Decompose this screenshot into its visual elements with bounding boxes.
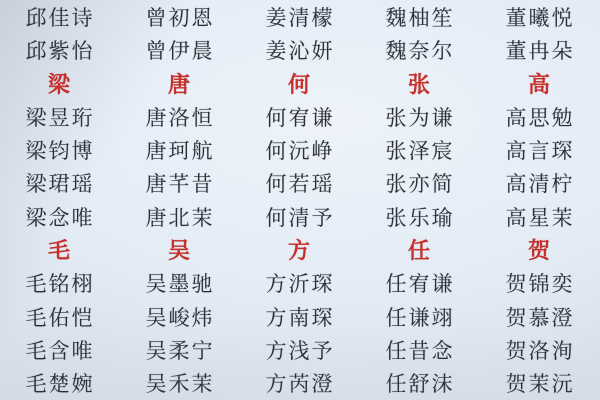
surname-header: 方 [287, 238, 312, 264]
name-entry: 何沅峥 [265, 138, 335, 163]
name-entry: 曾初恩 [145, 5, 215, 30]
name-entry: 董曦悦 [505, 5, 575, 30]
surname-header: 梁 [47, 71, 72, 97]
name-entry: 唐珂航 [145, 138, 215, 163]
name-entry: 任舒沫 [385, 372, 455, 397]
name-entry: 何宥谦 [265, 105, 335, 130]
name-column-3 [240, 0, 360, 400]
name-entry: 梁念唯 [25, 205, 95, 230]
name-column-4 [360, 0, 480, 400]
name-entry: 张为谦 [385, 105, 455, 130]
name-entry: 邱佳诗 [25, 5, 95, 30]
name-entry: 贺茉沅 [505, 372, 575, 397]
name-column-1 [0, 0, 120, 400]
name-entry: 何清予 [265, 205, 335, 230]
name-column-2 [120, 0, 240, 400]
name-entry: 任谦翊 [385, 305, 455, 330]
name-entry: 高清柠 [505, 172, 575, 197]
name-entry: 何若瑶 [265, 172, 335, 197]
name-entry: 毛佑恺 [25, 305, 95, 330]
name-entry: 张亦简 [385, 172, 455, 197]
name-entry: 方南琛 [265, 305, 335, 330]
name-entry: 邱紫怡 [25, 38, 95, 63]
name-entry: 吴禾茉 [145, 372, 215, 397]
name-entry: 梁钧博 [25, 138, 95, 163]
name-entry: 唐北茉 [145, 205, 215, 230]
name-entry: 唐洛恒 [145, 105, 215, 130]
name-entry: 张泽宸 [385, 138, 455, 163]
surname-header: 任 [407, 238, 432, 264]
name-entry: 梁珺瑶 [25, 172, 95, 197]
surname-header: 何 [287, 71, 312, 97]
name-entry: 吴峻炜 [145, 305, 215, 330]
name-entry: 毛铭栩 [25, 272, 95, 297]
name-entry: 方芮澄 [265, 372, 335, 397]
name-entry: 高思勉 [505, 105, 575, 130]
name-entry: 吴柔宁 [145, 338, 215, 363]
name-entry: 毛楚婉 [25, 372, 95, 397]
name-entry: 毛含唯 [25, 338, 95, 363]
surname-header: 贺 [527, 238, 552, 264]
name-entry: 方浅予 [265, 338, 335, 363]
name-entry: 高言琛 [505, 138, 575, 163]
surname-header: 唐 [167, 71, 192, 97]
name-entry: 贺慕澄 [505, 305, 575, 330]
name-column-5 [480, 0, 600, 400]
surname-header: 高 [527, 71, 552, 97]
name-entry: 贺锦奕 [505, 272, 575, 297]
name-entry: 魏柚笙 [385, 5, 455, 30]
name-entry: 梁昱珩 [25, 105, 95, 130]
name-entry: 任宥谦 [385, 272, 455, 297]
surname-header: 毛 [47, 238, 72, 264]
name-entry: 任昔念 [385, 338, 455, 363]
name-entry: 董冉朵 [505, 38, 575, 63]
name-entry: 曾伊晨 [145, 38, 215, 63]
name-entry: 魏奈尔 [385, 38, 455, 63]
name-entry: 吴墨驰 [145, 272, 215, 297]
name-entry: 姜沁妍 [265, 38, 335, 63]
name-entry: 姜清檬 [265, 5, 335, 30]
name-entry: 贺洛洵 [505, 338, 575, 363]
name-entry: 张乐瑜 [385, 205, 455, 230]
name-entry: 唐芊昔 [145, 172, 215, 197]
name-entry: 高星茉 [505, 205, 575, 230]
name-entry: 方沂琛 [265, 272, 335, 297]
surname-header: 吴 [167, 238, 192, 264]
surname-header: 张 [407, 71, 432, 97]
